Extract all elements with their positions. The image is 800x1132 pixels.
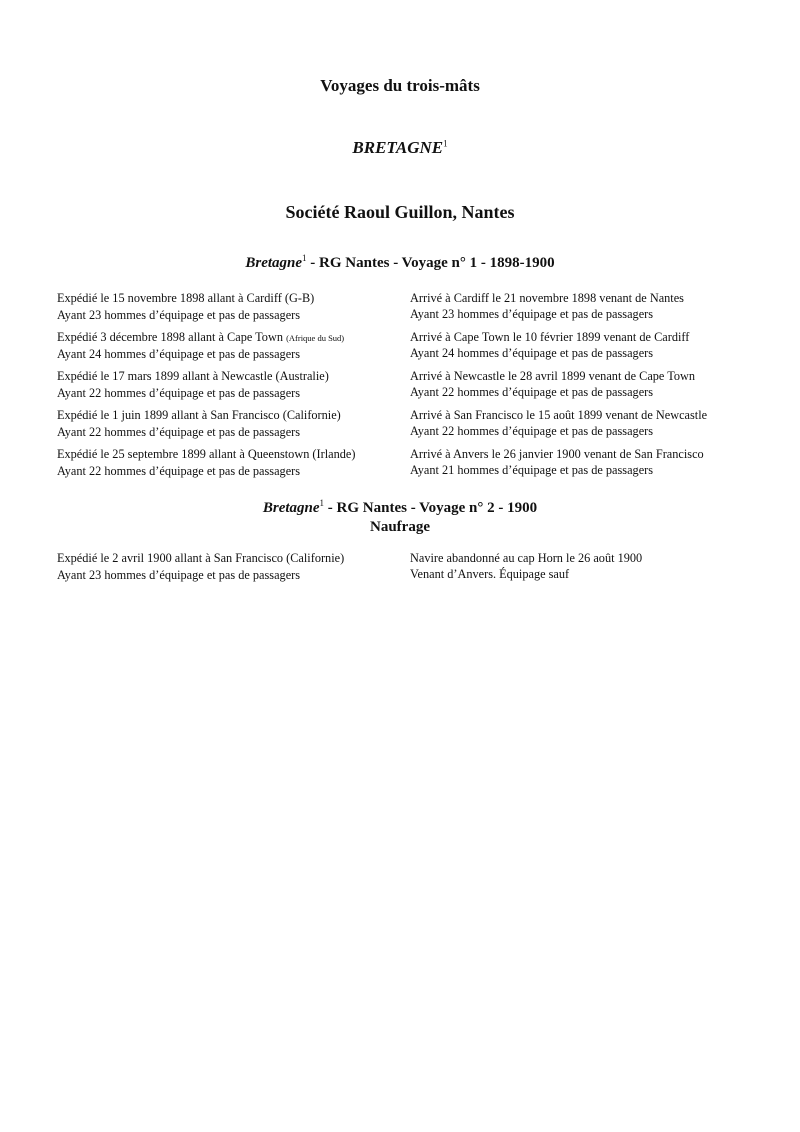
arrival-crew: Ayant 23 hommes d’équipage et pas de passagers — [410, 307, 654, 321]
arrival-line: Arrivé à Newcastle le 28 avril 1899 venant de Cape Town — [410, 369, 696, 383]
voyage-2-subtitle: Naufrage — [370, 519, 430, 535]
company-heading: Société Raoul Guillon, Nantes — [285, 202, 515, 222]
departure-line: Expédié le 25 septembre 1899 allant à Queenstown (Irlande) — [57, 447, 356, 461]
voyage-2-heading-text: - RG Nantes - Voyage n° 2 - 1900 — [324, 500, 538, 516]
arrival-line: Arrivé à San Francisco le 15 août 1899 venant de Newcastle — [410, 408, 708, 422]
departure-crew: Ayant 24 hommes d’équipage et pas de passagers — [57, 347, 301, 361]
departure-crew: Ayant 22 hommes d’équipage et pas de passagers — [57, 386, 301, 400]
footnote-marker: 1 — [302, 253, 307, 263]
shipwreck-line: Navire abandonné au cap Horn le 26 août 1900 — [410, 551, 643, 565]
departure-crew: Ayant 22 hommes d’équipage et pas de passagers — [57, 464, 301, 478]
arrival-crew: Ayant 24 hommes d’équipage et pas de passagers — [410, 346, 654, 360]
arrival-line: Arrivé à Anvers le 26 janvier 1900 venant de San Francisco — [410, 447, 704, 461]
arrival-cell — [410, 290, 684, 322]
departure-cell — [57, 329, 344, 362]
arrival-cell — [410, 329, 689, 361]
voyage-1-heading-text: - RG Nantes - Voyage n° 1 - 1898-1900 — [306, 255, 555, 271]
departure-line: Expédié le 1 juin 1899 allant à San Francisco (Californie) — [57, 408, 341, 422]
voyage-2-heading — [0, 500, 800, 517]
arrival-crew: Ayant 21 hommes d’équipage et pas de passagers — [410, 463, 654, 477]
departure-cell — [57, 407, 341, 440]
shipwreck-note: Venant d’Anvers. Équipage sauf — [410, 567, 570, 581]
arrival-cell — [410, 407, 707, 439]
departure-crew: Ayant 23 hommes d’équipage et pas de passagers — [57, 308, 301, 322]
arrival-crew: Ayant 22 hommes d’équipage et pas de passagers — [410, 424, 654, 438]
footnote-marker: 1 — [319, 498, 325, 508]
document-title: Voyages du trois-mâts — [320, 76, 480, 95]
departure-cell — [57, 290, 314, 323]
arrival-cell — [410, 368, 695, 400]
arrival-cell — [410, 446, 704, 478]
departure-line: Expédié le 15 novembre 1898 allant à Cardiff (G-B) — [57, 291, 315, 305]
departure-line: Expédié le 17 mars 1899 allant à Newcastle (Australie) — [57, 369, 329, 383]
departure-crew: Ayant 22 hommes d’équipage et pas de passagers — [57, 425, 301, 439]
arrival-cell — [410, 550, 642, 582]
departure-cell — [57, 446, 355, 479]
voyage-1-ship: Bretagne — [245, 255, 303, 271]
departure-cell — [57, 550, 344, 583]
voyage-1-heading — [0, 255, 800, 272]
footnote-marker: 1 — [443, 138, 448, 149]
arrival-crew: Ayant 22 hommes d’équipage et pas de passagers — [410, 385, 654, 399]
ship-name: BRETAGNE — [352, 138, 444, 157]
arrival-line: Arrivé à Cardiff le 21 novembre 1898 venant de Nantes — [410, 291, 684, 305]
arrival-line: Arrivé à Cape Town le 10 février 1899 venant de Cardiff — [410, 330, 690, 344]
departure-line: Expédié 3 décembre 1898 allant à Cape Town — [57, 330, 287, 344]
departure-crew: Ayant 23 hommes d’équipage et pas de passagers — [57, 568, 301, 582]
departure-cell — [57, 368, 329, 401]
departure-line: Expédié le 2 avril 1900 allant à San Francisco (Californie) — [57, 551, 345, 565]
voyage-2-ship: Bretagne — [262, 500, 320, 516]
ship-name-heading — [0, 138, 800, 158]
departure-note: (Afrique du Sud) — [286, 333, 345, 343]
